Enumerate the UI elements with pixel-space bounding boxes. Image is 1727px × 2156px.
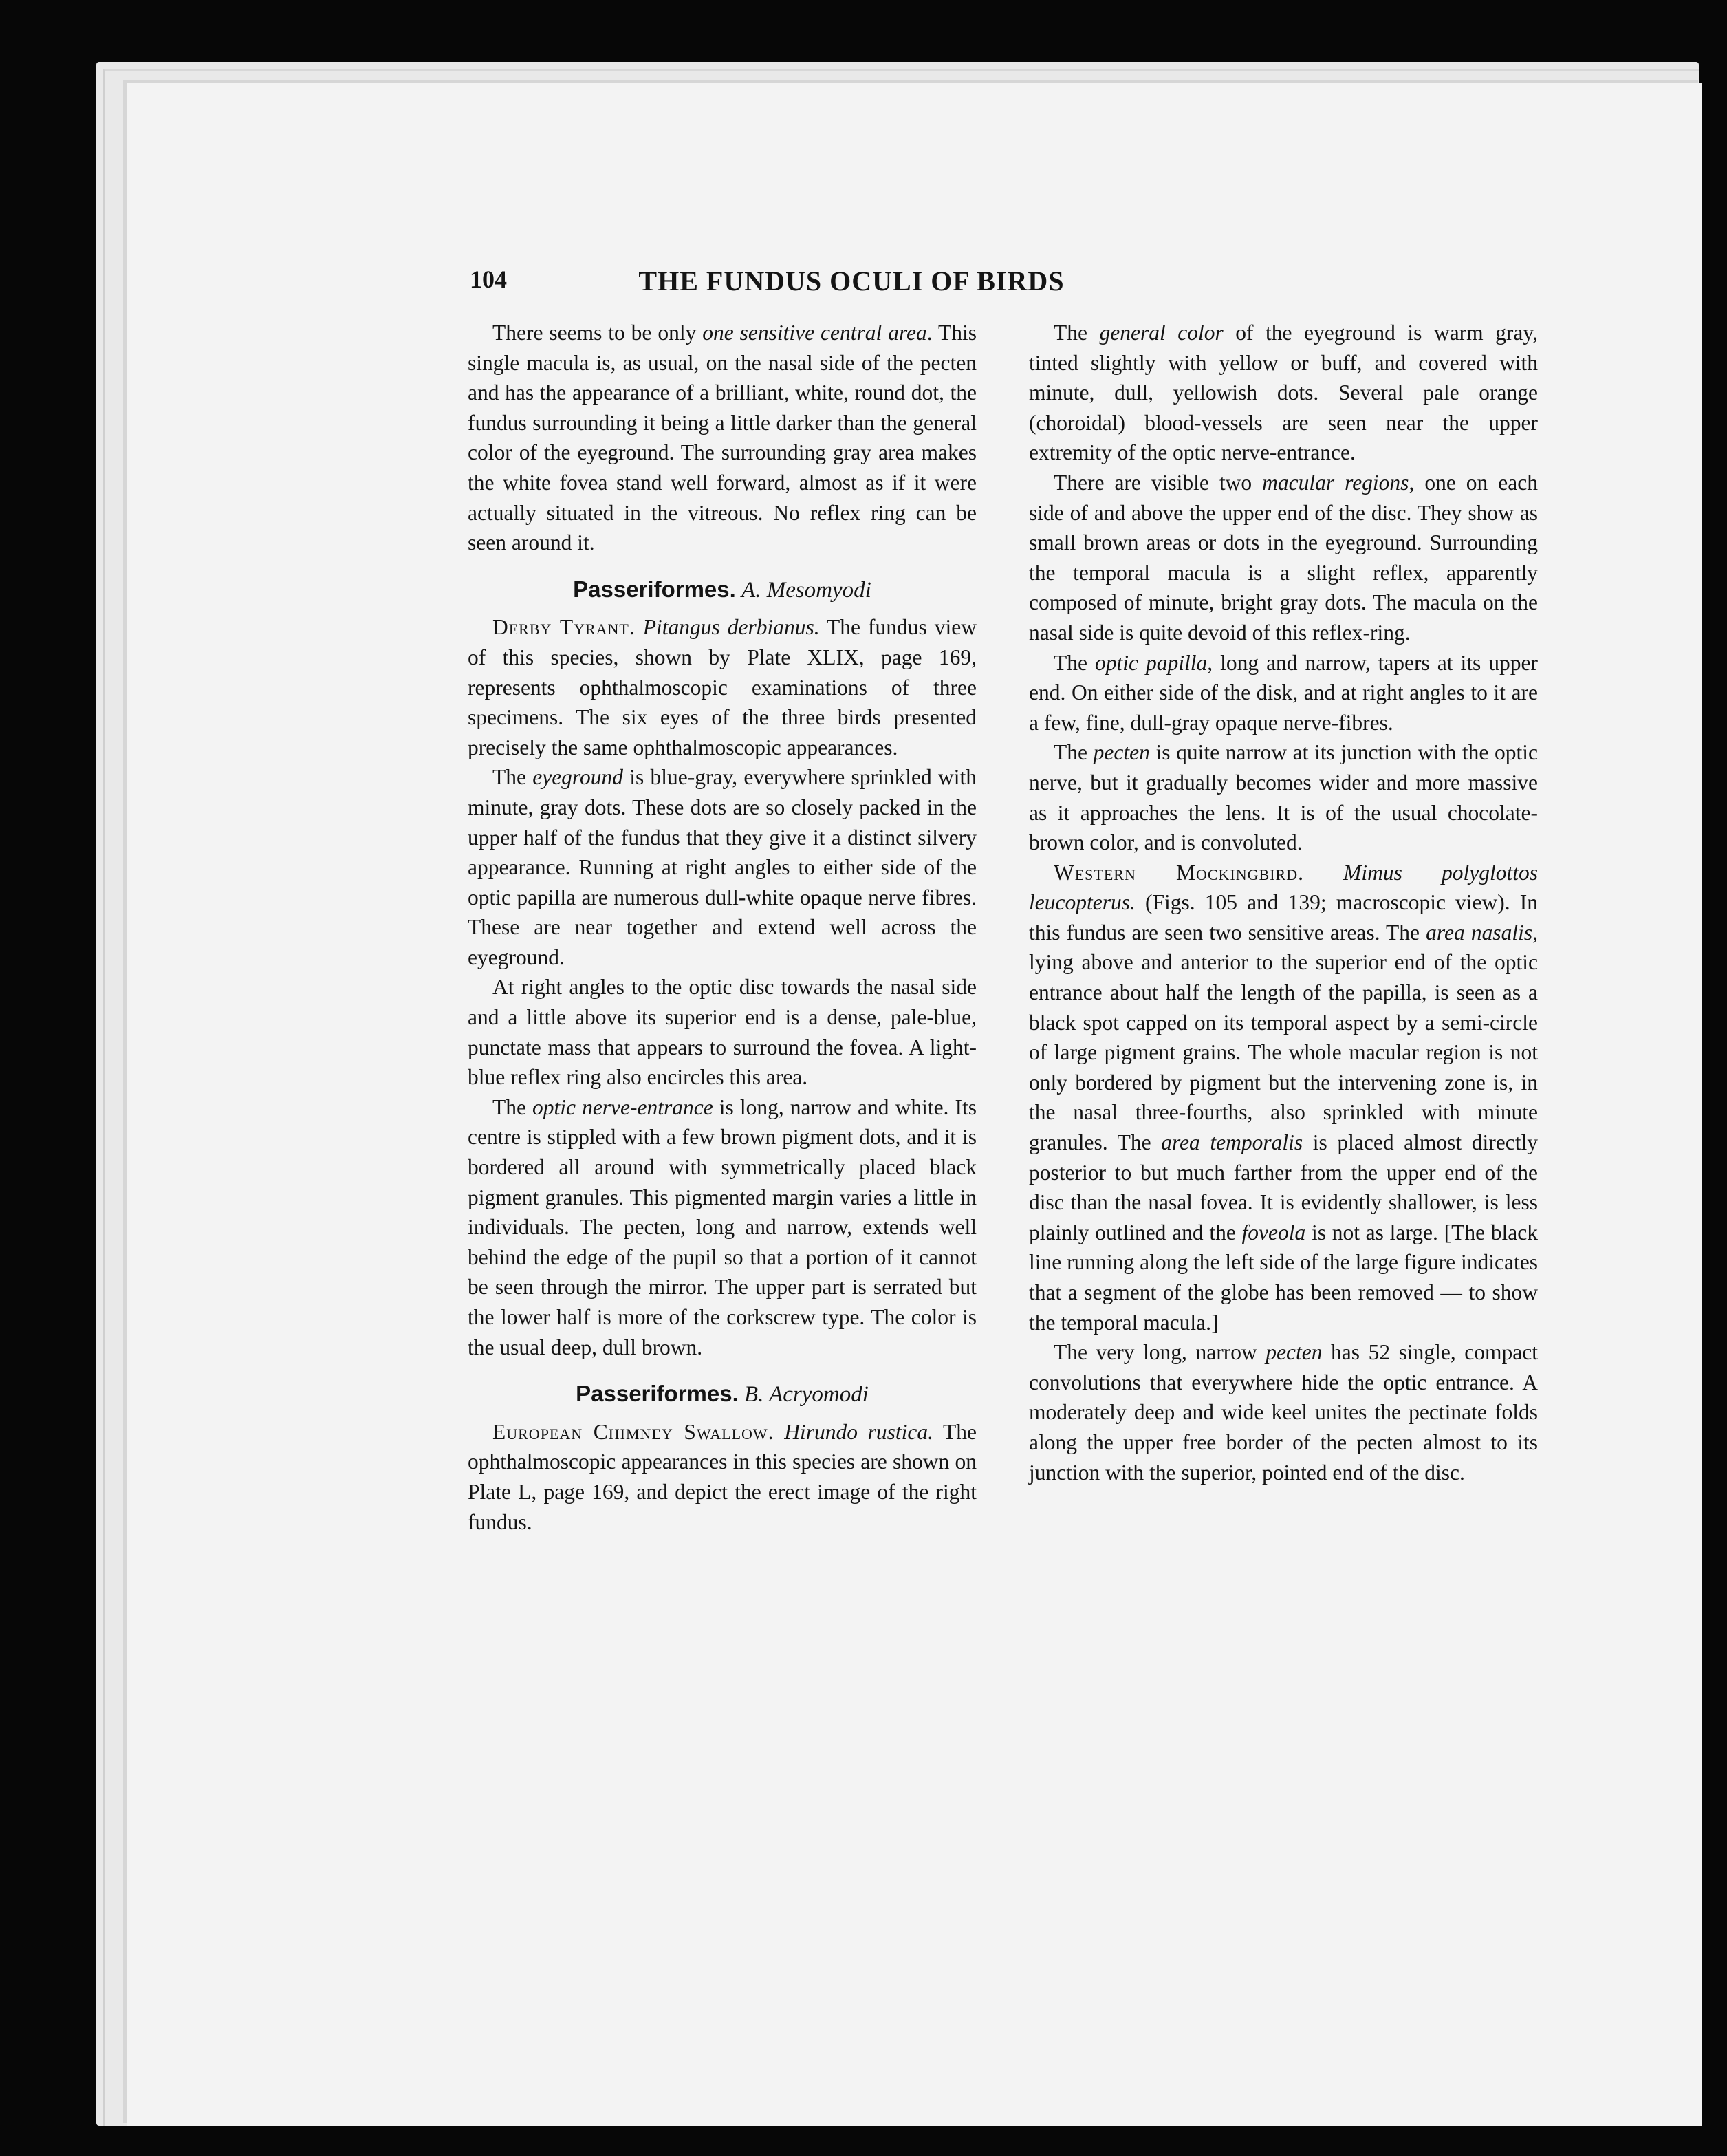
paragraph: Derby Tyrant. Pitangus derbianus. The fundus view of this species, shown by Plate XLIX, page 169, represents ophthalmoscopic examinations of three specimens. The six eyes of the three birds presented precisely the same ophthalmoscopic appearances. bbox=[468, 615, 977, 759]
paragraph: The optic nerve-entrance is long, narrow and white. Its centre is stippled with a few brown pigment dots, and it is bordered all around with symmetrically placed black pigment granules. This pigmented margin varies a little in individuals. The pecten, long and narrow, extends well behind the edge of the pupil so that a portion of it cannot be seen through the mirror. The upper part is serrated but the lower half is more of the corkscrew type. The color is the usual deep, dull brown. bbox=[468, 1095, 977, 1359]
right-column bbox=[1029, 318, 1538, 1487]
running-header bbox=[470, 265, 1233, 306]
paragraph: Western Mockingbird. Mimus polyglottos leucopterus. (Figs. 105 and 139; macroscopic view). In this fundus are seen two sensitive areas. The area nasalis, lying above and anterior to the superior end of the optic entrance about half the length of the papilla, is seen as a black spot capped on its temporal aspect by a semi-circle of large pigment grains. The whole macular region is not only bordered by pigment but the intervening zone is, in the nasal three-fourths, also sprinkled with minute granules. The area temporalis is placed almost directly posterior to but much farther from the upper end of the disc than the nasal fovea. It is evidently shallower, is less plainly outlined and the foveola is not as large. [The black line running along the left side of the large figure indicates that a segment of the globe has been removed — to show the temporal macula.] bbox=[1029, 860, 1539, 1335]
paragraph: The very long, narrow pecten has 52 single, compact convolutions that everywhere hide the optic entrance. A moderately deep and wide keel unites the pectinate folds along the upper free border of the pecten almost to its junction with the superior, pointed end of the disc. bbox=[1029, 1340, 1539, 1485]
section-heading: Passeriformes. A. Mesomyodi bbox=[573, 576, 871, 603]
paragraph: The general color of the eyeground is warm gray, tinted slightly with yellow or buff, and covered with minute, dull, yellowish dots. Several pale orange (choroidal) blood-vessels are seen near the upper extremity of the optic nerve-entrance. bbox=[1029, 321, 1538, 465]
paragraph: There seems to be only one sensitive central area. This single macula is, as usual, on the nasal side of the pecten and has the appearance of a brilliant, white, round dot, the fundus surrounding it being a little darker than the general color of the eyeground. The surrounding gray area makes the white fovea stand well forward, almost as if it were actually situated in the vitreous. No reflex ring can be seen around it. bbox=[468, 321, 977, 555]
paragraph: The pecten is quite narrow at its junction with the optic nerve, but it gradually becomes wider and more massive as it approaches the lens. It is of the usual chocolate-brown color, and is convoluted. bbox=[1029, 740, 1538, 855]
paragraph: There are visible two macular regions, one on each side of and above the upper end of the disc. They show as small brown areas or dots in the eyeground. Surrounding the temporal macula is a slight reflex, apparently composed of minute, bright gray dots. The macula on the nasal side is quite devoid of this reflex-ring. bbox=[1029, 470, 1538, 645]
running-title: THE FUNDUS OCULI OF BIRDS bbox=[638, 266, 1065, 297]
paragraph: The optic papilla, long and narrow, tapers at its upper end. On either side of the disk, and at right angles to it are a few, fine, dull-gray opaque nerve-fibres. bbox=[1029, 650, 1538, 735]
paragraph: At right angles to the optic disc towards the nasal side and a little above its superior end is a dense, pale-blue, punctate mass that appears to surround the fovea. A light-blue reflex ring also encircles this area. bbox=[468, 975, 977, 1090]
paragraph: The eyeground is blue-gray, everywhere sprinkled with minute, gray dots. These dots are so closely packed in the upper half of the fundus that they give it a distinct silvery appearance. Running at right angles to either side of the optic papilla are numerous dull-white opaque nerve fibres. These are near together and extend well across the eyeground. bbox=[468, 765, 977, 969]
left-column bbox=[468, 318, 977, 1537]
page-number: 104 bbox=[470, 266, 507, 293]
paragraph: European Chimney Swallow. Hirundo rustica. The ophthalmoscopic appearances in this species are shown on Plate L, page 169, and depict the erect image of the right fundus. bbox=[468, 1419, 977, 1534]
section-heading: Passeriformes. B. Acryomodi bbox=[576, 1381, 869, 1408]
